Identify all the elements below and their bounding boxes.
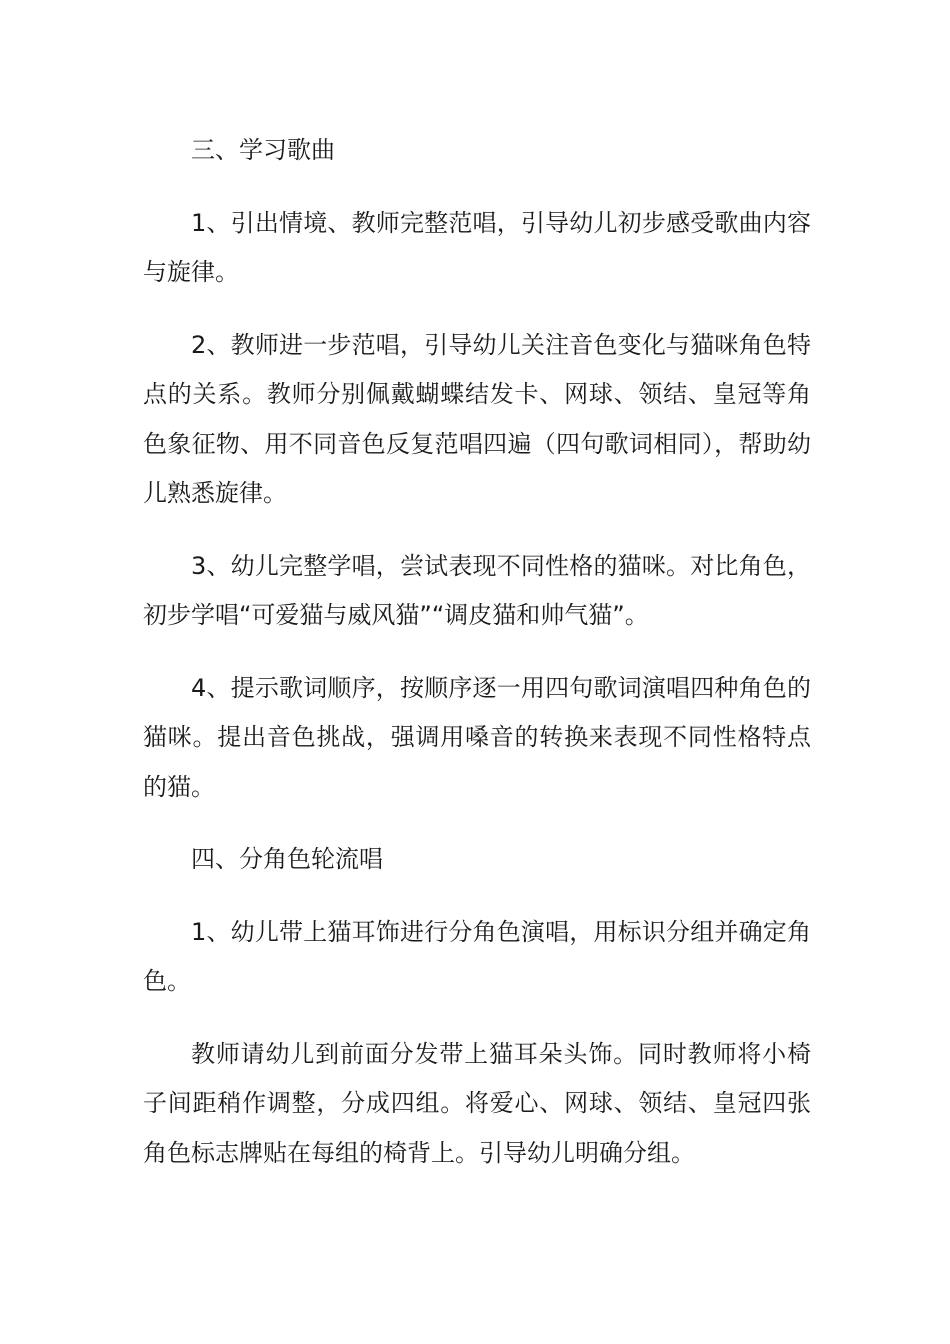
paragraph-step-1: 1、引出情境、教师完整范唱，引导幼儿初步感受歌曲内容与旋律。 [143, 208, 811, 286]
paragraph-teacher-instructions: 教师请幼儿到前面分发带上猫耳朵头饰。同时教师将小椅子间距稍作调整，分成四组。将爱心、网球、领结、皇冠四张角色标志牌贴在每组的椅背上。引导幼儿明确分组。 [143, 1039, 811, 1167]
paragraph-step-2: 2、教师进一步范唱，引导幼儿关注音色变化与猫咪角色特点的关系。教师分别佩戴蝴蝶结发卡、网球、领结、皇冠等角色象征物、用不同音色反复范唱四遍（四句歌词相同），帮助幼儿熟悉旋律。 [143, 330, 811, 507]
document-body [143, 126, 811, 1201]
section-heading-learn-song: 三、学习歌曲 [191, 136, 335, 164]
paragraph-role-step-1: 1、幼儿带上猫耳饰进行分角色演唱，用标识分组并确定角色。 [143, 917, 811, 995]
paragraph-step-3: 3、幼儿完整学唱，尝试表现不同性格的猫咪。对比角色，初步学唱“可爱猫与威风猫”“调皮猫和帅气猫”。 [143, 551, 811, 629]
paragraph-step-4: 4、提示歌词顺序，按顺序逐一用四句歌词演唱四种角色的猫咪。提出音色挑战，强调用嗓音的转换来表现不同性格特点的猫。 [143, 673, 811, 801]
section-heading-role-singing: 四、分角色轮流唱 [191, 845, 383, 873]
